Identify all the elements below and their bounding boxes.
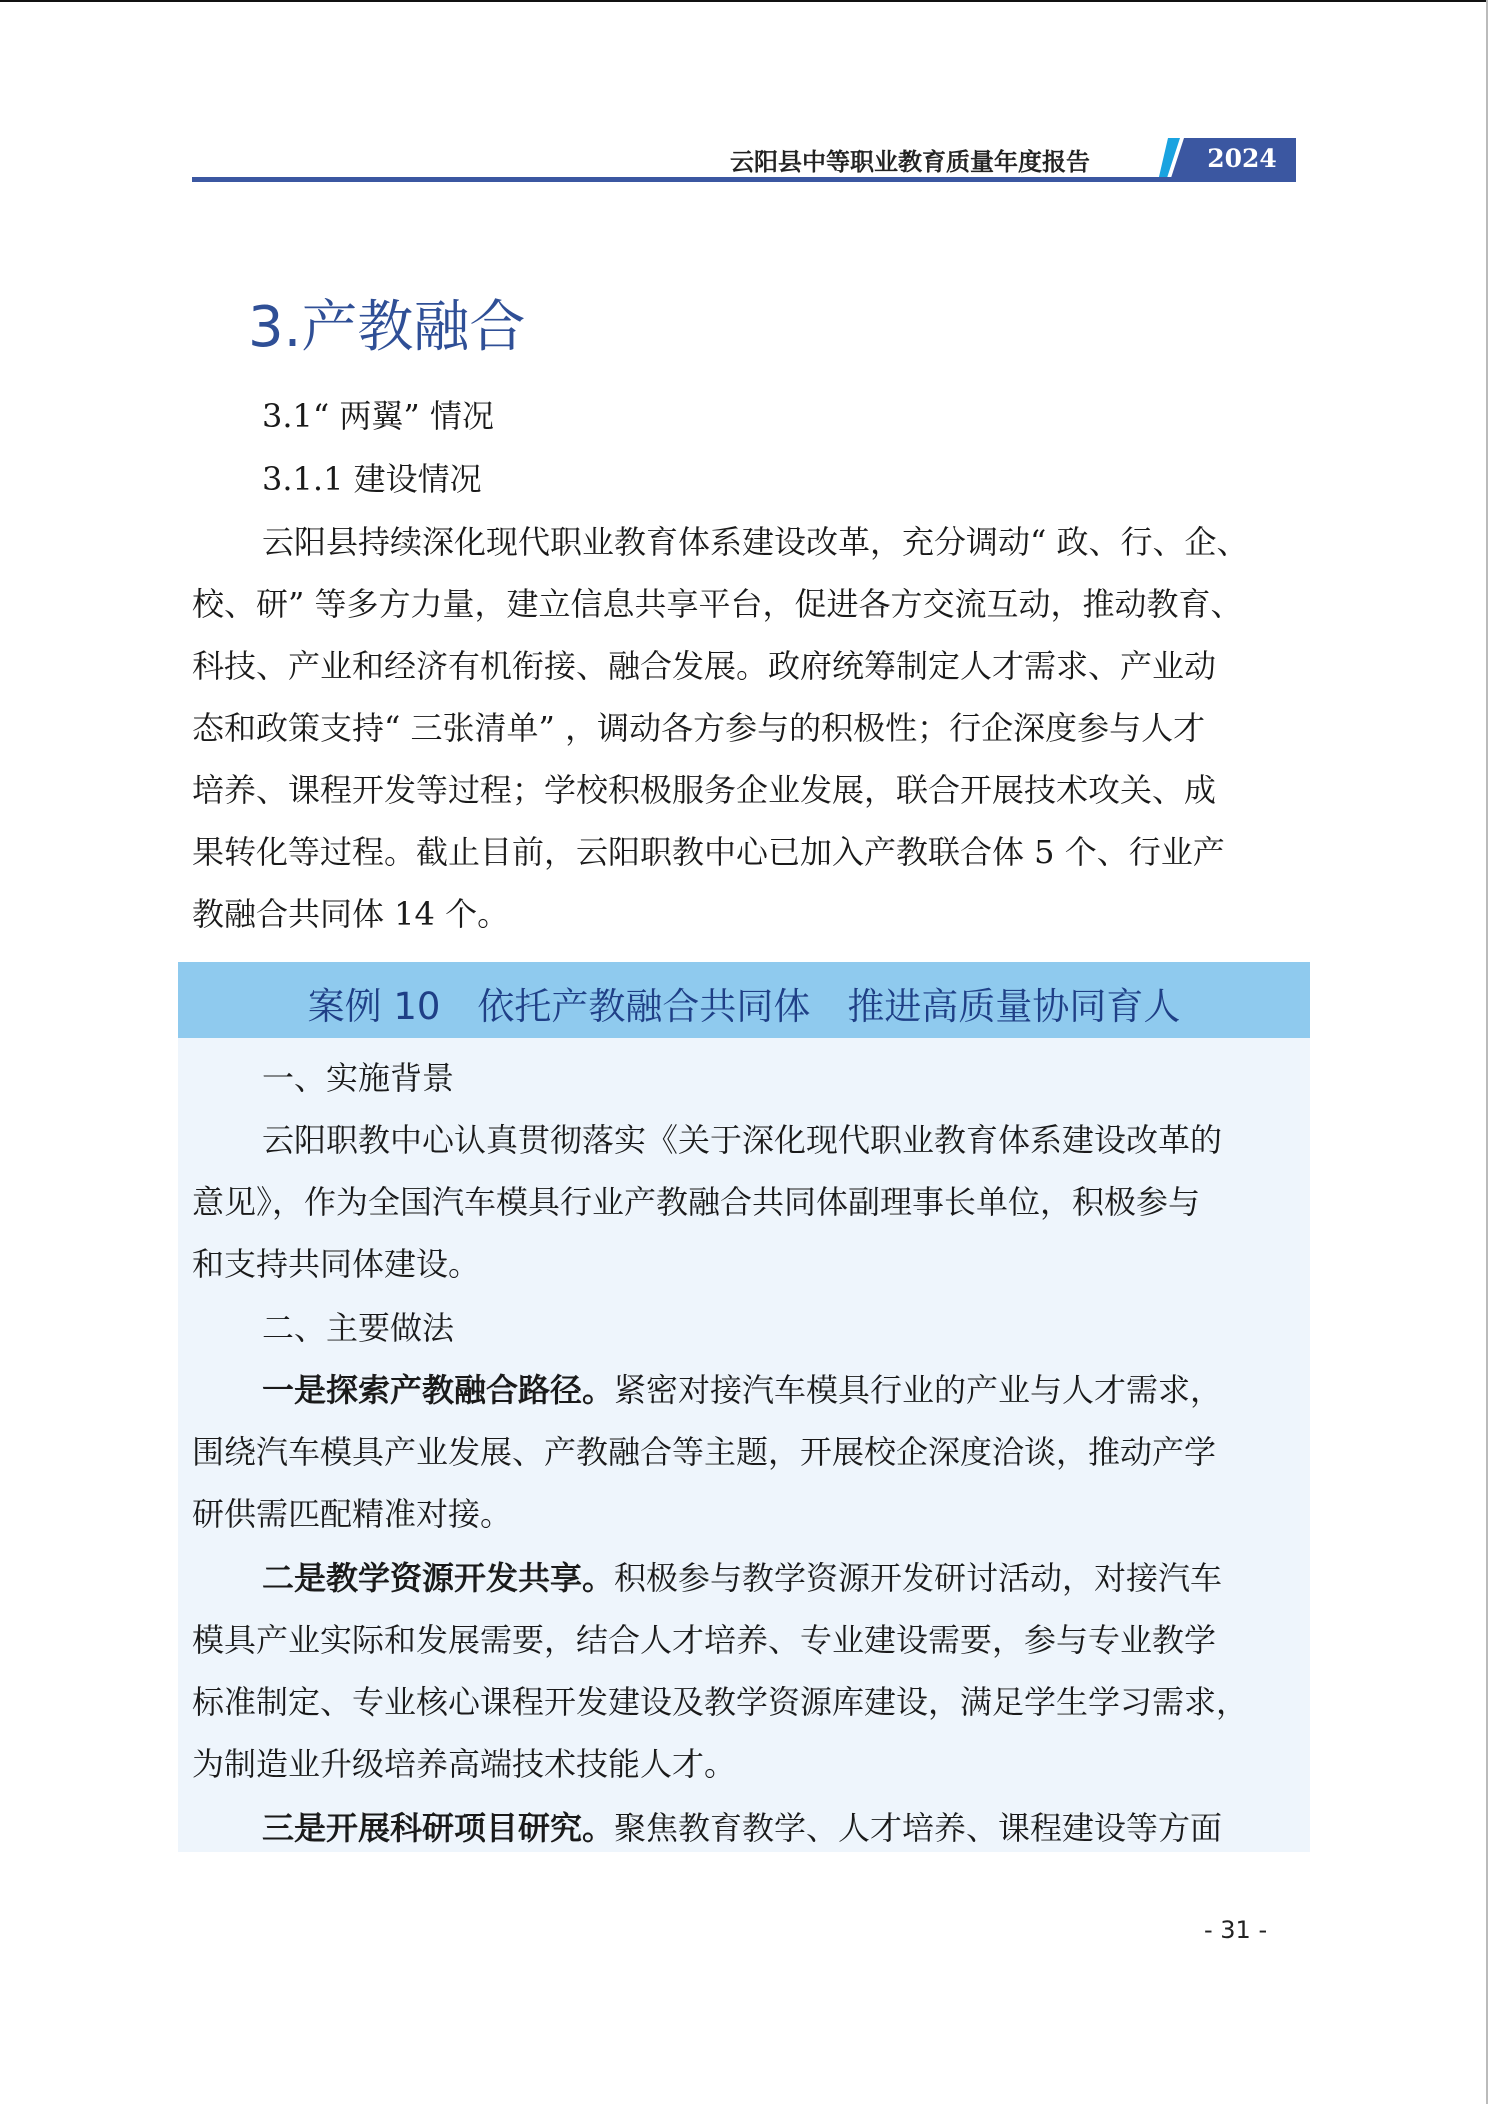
case-line: 和支持共同体建设。: [192, 1245, 481, 1283]
intro-line: 校、研” 等多方力量，建立信息共享平台，促进各方交流互动，推动教育、: [192, 585, 1243, 623]
case-heading-background: 一、实施背景: [262, 1059, 455, 1097]
case-line: 标准制定、专业核心课程开发建设及教学资源库建设，满足学生学习需求，: [192, 1683, 1249, 1721]
case-item-1-lead: 一是探索产教融合路径。: [262, 1371, 615, 1409]
top-border: [0, 0, 1488, 2]
subsubsection-heading: 3.1.1 建设情况: [262, 460, 482, 498]
header-rule: [192, 177, 1296, 182]
case-line: 围绕汽车模具产业发展、产教融合等主题，开展校企深度洽谈，推动产学: [192, 1433, 1217, 1471]
case-line: 为制造业升级培养高端技术技能人才。: [192, 1745, 737, 1783]
section-title: 3.产教融合: [248, 295, 526, 360]
intro-line: 态和政策支持“ 三张清单” ，调动各方参与的积极性；行企深度参与人才: [192, 709, 1206, 747]
case-item-1: [262, 1370, 1296, 1410]
intro-line: 果转化等过程。截止目前，云阳职教中心已加入产教联合体 5 个、行业产: [192, 833, 1225, 871]
subsection-heading: 3.1“ 两翼” 情况: [262, 397, 494, 435]
case-item-2: [262, 1558, 1296, 1598]
intro-line: 科技、产业和经济有机衔接、融合发展。政府统筹制定人才需求、产业动: [192, 647, 1217, 685]
report-header-title: 云阳县中等职业教育质量年度报告: [730, 147, 1090, 176]
case-line: 研供需匹配精准对接。: [192, 1495, 513, 1533]
intro-line: 云阳县持续深化现代职业教育体系建设改革，充分调动“ 政、行、企、: [262, 523, 1249, 561]
case-title: 案例 10 依托产教融合共同体 推进高质量协同育人: [307, 985, 1181, 1028]
header-year: 2024: [1207, 144, 1277, 173]
case-line: 模具产业实际和发展需要，结合人才培养、专业建设需要，参与专业教学: [192, 1621, 1217, 1659]
case-item-2-lead: 二是教学资源开发共享。: [262, 1559, 615, 1597]
page-number: - 31 -: [1204, 1916, 1268, 1944]
case-line: 云阳职教中心认真贯彻落实《关于深化现代职业教育体系建设改革的: [262, 1121, 1223, 1159]
case-item-3-text: 聚焦教育教学、人才培养、课程建设等方面: [614, 1809, 1223, 1847]
intro-line: 教融合共同体 14 个。: [192, 895, 510, 933]
case-line: 意见》，作为全国汽车模具行业产教融合共同体副理事长单位，积极参与: [192, 1183, 1201, 1221]
case-item-1-text: 紧密对接汽车模具行业的产业与人才需求，: [614, 1371, 1223, 1409]
header-year-badge: [1158, 138, 1296, 181]
intro-line: 培养、课程开发等过程；学校积极服务企业发展，联合开展技术攻关、成: [192, 771, 1217, 809]
case-item-3-lead: 三是开展科研项目研究。: [262, 1809, 615, 1847]
case-item-3: [262, 1808, 1296, 1848]
case-title-band: [178, 962, 1310, 1038]
case-item-2-text: 积极参与教学资源开发研讨活动，对接汽车: [614, 1559, 1223, 1597]
case-heading-methods: 二、主要做法: [262, 1309, 455, 1347]
